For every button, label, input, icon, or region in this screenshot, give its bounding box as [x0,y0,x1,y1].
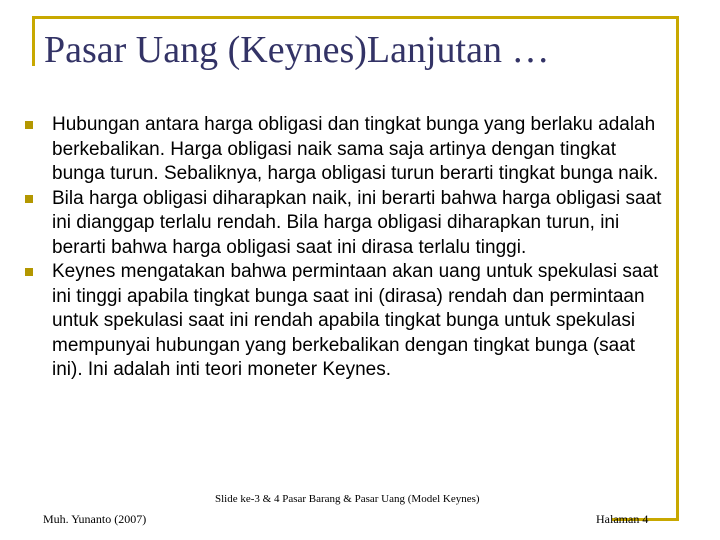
slide-title: Pasar Uang (Keynes)Lanjutan … [44,29,550,71]
square-bullet-icon [25,195,33,203]
bullet-item [20,187,670,261]
frame-left-line [32,16,35,66]
footer-author: Muh. Yunanto (2007) [43,512,147,526]
square-bullet-icon [25,121,33,129]
bullet-item [20,113,670,187]
footer-page-number: Halaman 4 [596,512,649,526]
square-bullet-icon [25,268,33,276]
bullet-list [20,113,670,383]
footer-slide-caption: Slide ke-3 & 4 Pasar Barang & Pasar Uang (Model Keynes) [215,493,480,505]
bullet-text: Hubungan antara harga obligasi dan tingkat bunga yang berlaku adalah berkebalikan. Harga obligasi naik sama saja artinya dengan tingkat bunga turun. Sebaliknya, harga obligasi turun berarti tingkat bunga naik. [52,114,659,184]
frame-right-line [676,16,679,520]
bullet-item [20,260,670,383]
bullet-text: Keynes mengatakan bahwa permintaan akan uang untuk spekulasi saat ini tinggi apabila tingkat bunga saat ini (dirasa) rendah dan permintaan untuk spekulasi saat ini rendah apabila tingkat bunga untuk spekulasi mempunyai hubungan yang berkebalikan dengan tingkat bunga (saat ini). Ini adalah inti teori moneter Keynes. [52,261,659,380]
bullet-text: Bila harga obligasi diharapkan naik, ini berarti bahwa harga obligasi saat ini dianggap terlalu rendah. Bila harga obligasi diharapkan turun, ini berarti bahwa harga obligasi saat ini dirasa terlalu tinggi. [52,187,662,258]
frame-top-line [32,16,678,19]
